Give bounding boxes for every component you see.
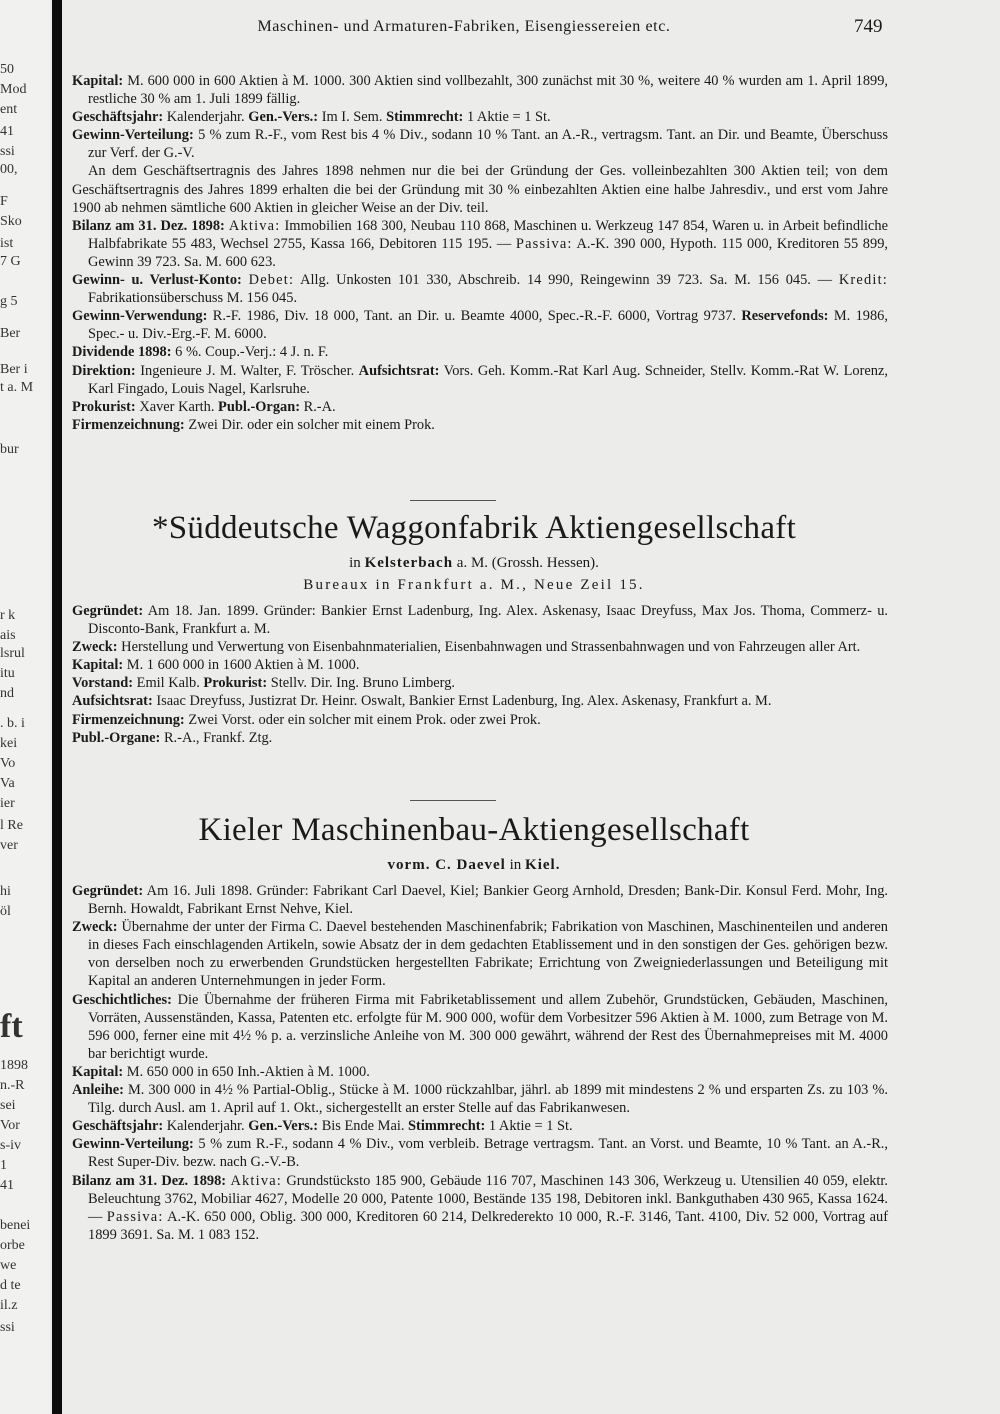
entry3-purpose: [72, 918, 888, 990]
text: M. 300 000 in 4½ % Partial-Oblig., Stücke à M. 1000 rückzahlbar, jährl. ab 1899 mit mindestens 2 % und ersparten Zs. zu 103 %. Tilg. durch Ausl. am 1. April auf 1. Okt., sichergestellt an erster Stelle auf das Fabrikanwesen.: [88, 1082, 888, 1117]
text: M. 600 000 in 600 Aktien à M. 1000. 300 Aktien sind vollbezahlt, 300 zunächst mit 30 %, weitere 40 % wurden am 1. April 1899, restliche 30 % am 1. Juli 1899 fällig.: [88, 73, 888, 108]
label: Gen.-Vers.:: [248, 109, 319, 126]
text: Immobilien 168 300, Neubau 110 868, Maschinen u. Werkzeug 147 854, Waren u. in Arbeit befindliche Halbfabrikate 55 483, Wechsel 2755, Kassa 166, Debitoren 115 195. —: [88, 217, 888, 252]
label: Prokurist:: [203, 675, 268, 692]
adjacent-page-fragment: benei: [0, 1218, 31, 1233]
label: Anleihe:: [72, 1082, 124, 1099]
adjacent-page-fragment: öl: [0, 904, 11, 919]
text: Debet:: [248, 272, 295, 289]
label: Bilanz am 31. Dez. 1898:: [72, 1172, 227, 1189]
adjacent-page-fragments: [0, 0, 50, 1414]
label: Stimmrecht:: [386, 109, 464, 126]
entry-3: [72, 882, 888, 1244]
adjacent-page-fragment: 50: [0, 62, 14, 77]
entry-2: [72, 602, 888, 747]
entry2-signature: [72, 711, 888, 729]
entry1-note: An dem Geschäftsertragnis des Jahres 1898 nehmen nur die bei der Gründung der Ges. volleinbezahlten 300 Aktien teil; von dem Geschäftsertragnis des Jahres 1899 erhalten die bei der Gründung mit 30 % einbezahlten Aktien eine halbe Jahresdiv., und erst vom Jahre 1900 ab nehmen sämtliche 600 Aktien in gleicher Weise an der Div. teil.: [72, 163, 888, 216]
adjacent-page-fragment: . b. i: [0, 716, 25, 731]
label: Stimmrecht:: [408, 1118, 486, 1135]
label: Aufsichtsrat:: [72, 693, 153, 710]
adjacent-page-fragment: Mod: [0, 82, 27, 97]
text: Xaver Karth.: [139, 398, 215, 415]
text: M. 1986, Spec.- u. Div.-Erg.-F. M. 6000.: [88, 308, 888, 343]
place-name: Kiel.: [525, 857, 561, 873]
label: Geschichtliches:: [72, 991, 172, 1008]
entry2-board: [72, 674, 888, 692]
adjacent-page-fragment: il.z: [0, 1298, 18, 1313]
label: Reservefonds:: [741, 308, 829, 325]
text: Die Übernahme der früheren Firma mit Fabriketablissement und allem Zubehör, Grundstücken, Gebäuden, Maschinen, Vorräten, Aussenständen, Kassa, Patenten etc. erfolgte für M. 900 000, wofür dem Vorbesitzer 596 Aktien à M. 1000, zum Betrage von M. 596 000, ferner eine mit 4½ % p. a. verzinsliche Anleihe von M. 300 000 gewährt, während der Rest des Übernahmepreises mit M. 4000 bar berichtigt wurde.: [88, 991, 888, 1062]
entry1-dividend: [72, 343, 888, 361]
adjacent-page-fragment: 41: [0, 1178, 14, 1193]
text: M. 1 600 000 in 1600 Aktien à M. 1000.: [126, 657, 360, 674]
text: Vors. Geh. Komm.-Rat Karl Aug. Schneider, Stellv. Komm.-Rat W. Lorenz, Karl Fingado, Louis Nagel, Karlsruhe.: [88, 362, 888, 397]
text: Grundstücksto 185 900, Gebäude 116 707, Maschinen 143 306, Werkzeug u. Utensilien 40 059, elektr. Beleuchtung 3762, Mobiliar 4627, Modelle 20 000, Patente 1000, Bestände 135 198, Debitoren inkl. Bankguthaben 430 965, Kassa 1624. —: [88, 1172, 888, 1225]
adjacent-page-fragment: hi: [0, 884, 11, 899]
label: Dividende 1898:: [72, 344, 172, 361]
text: R.-F. 1986, Div. 18 000, Tant. an Dir. u. Beamte 4000, Spec.-R.-F. 6000, Vortrag 9737.: [212, 308, 736, 325]
text: R.-A., Frankf. Ztg.: [163, 729, 273, 746]
adjacent-page-fragment: g 5: [0, 294, 18, 309]
text: Im I. Sem.: [321, 109, 383, 126]
text: Aktiva:: [228, 217, 281, 234]
label: Publ.-Organ:: [218, 398, 300, 415]
text: Am 16. Juli 1898. Gründer: Fabrikant Carl Daevel, Kiel; Bankier Georg Arnhold, Dresden; Bank-Dir. Konsul Ferd. Mohr, Ing. Bernh. Howaldt, Fabrikant Ernst Nehve, Kiel.: [88, 883, 888, 918]
text: Passiva:: [106, 1208, 164, 1225]
adjacent-page-fragment: ais: [0, 628, 16, 643]
adjacent-page-fragment: l Re: [0, 818, 23, 833]
place-name: Kelsterbach: [364, 555, 454, 571]
binding-shadow: [52, 0, 62, 1414]
adjacent-page-fragment: 1: [0, 1158, 7, 1173]
entry1-balance: [72, 217, 888, 271]
text: Zwei Dir. oder ein solcher mit einem Prok.: [188, 416, 435, 433]
text: 1 Aktie = 1 St.: [488, 1118, 573, 1135]
entry3-capital: [72, 1063, 888, 1081]
entry2-publication: [72, 729, 888, 747]
adjacent-page-fragment: s-iv: [0, 1138, 21, 1153]
adjacent-page-fragment: lsrul: [0, 646, 25, 661]
label: Gen.-Vers.:: [248, 1118, 319, 1135]
adjacent-page-fragment: t a. M: [0, 380, 34, 395]
adjacent-page-fragment: ssi: [0, 144, 15, 159]
text: 5 % zum R.-F., sodann 4 % Div., vom verbleib. Betrage vertragsm. Tant. an Vorst. und Beamte, 10 % Tant. an A.-R., Rest Super-Div. bezw. nach G.-V.-B.: [88, 1136, 888, 1171]
adjacent-page-fragment: Ber i: [0, 362, 28, 377]
entry-1-continued: [72, 72, 888, 434]
adjacent-page-fragment: ft: [0, 1008, 23, 1045]
entry2-capital: [72, 656, 888, 674]
company-location: [64, 554, 884, 572]
entry2-purpose: [72, 638, 888, 656]
adjacent-page-fragment: Vo: [0, 756, 16, 771]
entry1-profit-distribution: [72, 126, 888, 162]
text: Herstellung und Verwertung von Eisenbahnmaterialien, Eisenbahnwagen und Strassenbahnwagen und von Fahrzeugen aller Art.: [121, 639, 861, 656]
adjacent-page-fragment: bur: [0, 442, 19, 457]
adjacent-page-fragment: 1898: [0, 1058, 28, 1073]
company-title: *Süddeutsche Waggonfabrik Aktiengesellschaft: [151, 510, 797, 546]
label: Firmenzeichnung:: [72, 711, 185, 728]
adjacent-page-fragment: d te: [0, 1278, 21, 1293]
label: Gewinn-Verteilung:: [72, 1136, 194, 1153]
label: Bilanz am 31. Dez. 1898:: [72, 217, 225, 234]
entry1-capital: [72, 72, 888, 108]
entry3-profit-distribution: [72, 1135, 888, 1171]
entry3-founded: [72, 882, 888, 918]
label: Publ.-Organe:: [72, 729, 161, 746]
text: Kredit:: [838, 272, 888, 289]
entry3-history: [72, 991, 888, 1063]
text: Am 18. Jan. 1899. Gründer: Bankier Ernst Ladenburg, Ing. Alex. Askenasy, Isaac Dreyfuss, Max Jos. Thoma, Commerz- u. Disconto-Bank, Frankfurt a. M.: [88, 603, 888, 638]
label: Vorstand:: [72, 675, 134, 692]
adjacent-page-fragment: r k: [0, 608, 16, 623]
entry1-profit-loss: [72, 271, 888, 307]
adjacent-page-fragment: Va: [0, 776, 15, 791]
label: Gewinn- u. Verlust-Konto:: [72, 272, 242, 289]
adjacent-page-fragment: Sko: [0, 214, 22, 229]
text: 6 %. Coup.-Verj.: 4 J. n. F.: [175, 344, 329, 361]
adjacent-page-fragment: ssi: [0, 1320, 15, 1335]
entry2-founded: [72, 602, 888, 638]
section-divider: [410, 800, 496, 801]
adjacent-page-fragment: Ber: [0, 326, 21, 341]
label: Gewinn-Verwendung:: [72, 308, 208, 325]
text: 5 % zum R.-F., vom Rest bis 4 % Div., sodann 10 % Tant. an A.-R., vertragsm. Tant. an Dir. und Beamte, Überschuss zur Verf. der G.-V.: [88, 127, 888, 162]
document-page: [64, 0, 996, 1414]
entry1-profit-use: [72, 307, 888, 343]
adjacent-page-fragment: ist: [0, 236, 14, 251]
company-address: Bureaux in Frankfurt a. M., Neue Zeil 15.: [303, 577, 645, 593]
label: Gegründet:: [72, 883, 144, 899]
running-header: Maschinen- und Armaturen-Fabriken, Eisengiessereien etc.: [257, 18, 671, 35]
text: Zwei Vorst. oder ein solcher mit einem Prok. oder zwei Prok.: [188, 711, 541, 728]
text: a. M. (Grossh. Hessen).: [456, 555, 599, 571]
label: Geschäftsjahr:: [72, 109, 164, 126]
entry1-signature: [72, 416, 888, 434]
text: in: [509, 857, 522, 873]
label: Prokurist:: [72, 398, 136, 415]
text: Ingenieure J. M. Walter, F. Tröscher.: [140, 362, 355, 379]
label: Kapital:: [72, 657, 124, 674]
label: Geschäftsjahr:: [72, 1118, 164, 1135]
label: Direktion:: [72, 362, 136, 379]
entry3-bond: [72, 1081, 888, 1117]
label: Zweck:: [72, 639, 118, 656]
label: Gegründet:: [72, 603, 144, 619]
text: in: [349, 555, 361, 571]
text: Emil Kalb.: [136, 675, 200, 692]
adjacent-page-fragment: ent: [0, 102, 18, 117]
adjacent-page-fragment: ier: [0, 796, 15, 811]
entry3-fiscal: [72, 1117, 888, 1135]
adjacent-page-fragment: n.-R: [0, 1078, 25, 1093]
adjacent-page-fragment: sei: [0, 1098, 16, 1113]
adjacent-page-fragment: ver: [0, 838, 18, 853]
label: Kapital:: [72, 73, 124, 89]
adjacent-page-fragment: we: [0, 1258, 17, 1273]
text: Kalenderjahr.: [166, 1118, 245, 1135]
former-name: vorm. C. Daevel: [387, 857, 506, 873]
text: Fabrikationsüberschuss M. 156 045.: [88, 290, 298, 307]
adjacent-page-fragment: orbe: [0, 1238, 25, 1253]
text: Isaac Dreyfuss, Justizrat Dr. Heinr. Oswalt, Bankier Ernst Ladenburg, Ing. Alex. Askenasy, Frankfurt a. M.: [156, 693, 772, 710]
text: Übernahme der unter der Firma C. Daevel bestehenden Maschinenfabrik; Fabrikation von Maschinen, Maschinenteilen und anderen in dieses Fach einschlagenden Artikeln, sowie Absatz der in dem gedachten Etablissement und in den sonstigen der Ges. gehörigen bezw. von derselben noch zu erwerbenden Grundstücken hergestellten Fabrikate; Errichtung von Zweigniederlassungen und Beteiligung mit Kapital an anderen Unternehmungen in jeder Form.: [88, 919, 888, 990]
text: A.-K. 650 000, Oblig. 300 000, Kreditoren 60 214, Delkrederekto 10 000, R.-F. 3146, Tant. 4100, Div. 52 000, Vortrag auf 1899 3691. Sa. M. 1 083 152.: [88, 1208, 888, 1243]
entry1-management: [72, 362, 888, 398]
text: 1 Aktie = 1 St.: [466, 109, 551, 126]
adjacent-page-fragment: Vor: [0, 1118, 20, 1133]
adjacent-page-fragment: itu: [0, 666, 15, 681]
page-number: 749: [854, 16, 883, 37]
text: Allg. Unkosten 101 330, Abschreib. 14 990, Reingewinn 39 723. Sa. M. 156 045. —: [300, 272, 833, 289]
entry1-procurator: [72, 398, 888, 416]
text: Aktiva:: [230, 1172, 283, 1189]
text: A.-K. 390 000, Hypoth. 115 000, Kreditoren 55 899, Gewinn 39 723. Sa. M. 600 623.: [88, 235, 888, 270]
adjacent-page-fragment: 41: [0, 124, 14, 139]
text: M. 650 000 in 650 Inh.-Aktien à M. 1000.: [126, 1063, 370, 1080]
label: Kapital:: [72, 1063, 124, 1080]
text: Bis Ende Mai.: [321, 1118, 405, 1135]
text: Stellv. Dir. Ing. Bruno Limberg.: [270, 675, 456, 692]
entry2-supervisory: [72, 692, 888, 710]
text: Passiva:: [515, 235, 573, 252]
label: Firmenzeichnung:: [72, 416, 185, 433]
section-divider: [410, 500, 496, 501]
text: Kalenderjahr.: [166, 109, 245, 126]
company-title: Kieler Maschinenbau-Aktiengesellschaft: [198, 812, 750, 848]
adjacent-page-fragment: kei: [0, 736, 18, 751]
company-subtitle: [64, 856, 884, 874]
adjacent-page-fragment: F: [0, 194, 8, 209]
label: Aufsichtsrat:: [358, 362, 440, 379]
entry1-fiscal: [72, 108, 888, 126]
entry3-balance: [72, 1172, 888, 1244]
adjacent-page-fragment: 00,: [0, 162, 18, 177]
adjacent-page-fragment: nd: [0, 686, 14, 701]
label: Gewinn-Verteilung:: [72, 127, 194, 144]
adjacent-page-fragment: 7 G: [0, 254, 21, 269]
label: Zweck:: [72, 919, 118, 936]
text: R.-A.: [303, 398, 336, 415]
